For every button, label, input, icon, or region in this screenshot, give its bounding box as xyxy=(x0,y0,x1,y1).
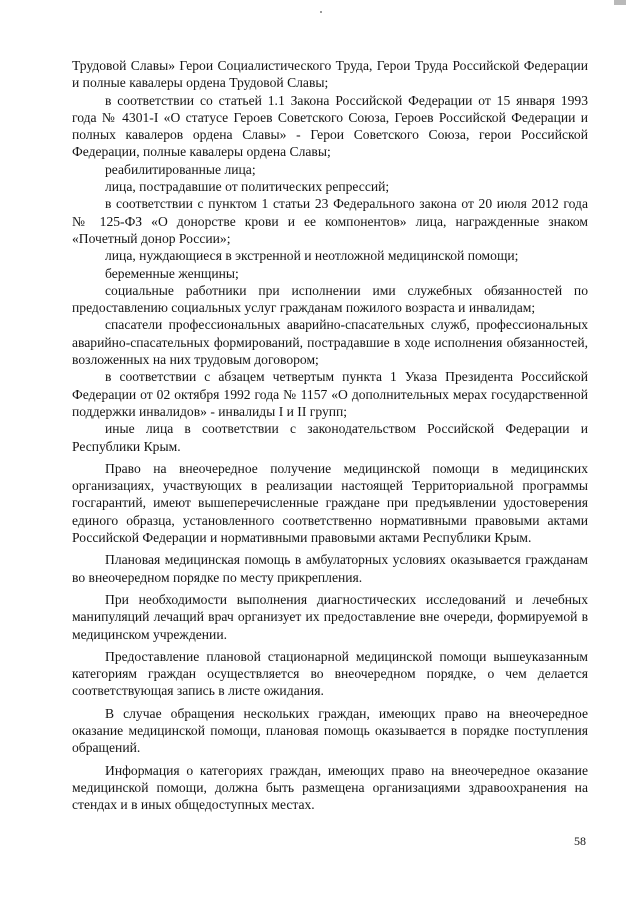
paragraph-political-repression: лица, пострадавшие от политических репрессий; xyxy=(105,179,390,195)
document-body xyxy=(72,57,588,813)
scan-corner-mark xyxy=(614,0,626,5)
paragraph-continuation: Трудовой Славы» Герои Социалистического Труда, Герои Труда Российской Федерации и полные кавалеры ордена Трудовой Славы; xyxy=(72,58,588,91)
paragraph-pregnant-women: беременные женщины; xyxy=(105,265,239,281)
paragraph-honorary-donor: в соответствии с пунктом 1 статьи 23 Федерального закона от 20 июля 2012 года № 125-ФЗ «О донорстве крови и ее компонентов» лица, награжденные знаком «Почетный донор России»; xyxy=(72,196,588,246)
paragraph-rehabilitated: реабилитированные лица; xyxy=(105,161,256,177)
paragraph-heroes-soviet-union: в соответствии со статьей 1.1 Закона Российской Федерации от 15 января 1993 года № 4301-I «О статусе Героев Советского Союза, Героев Российской Федерации и полных кавалеров ордена Славы» - Герои Советского Союза, герои Российской Федерации, полные кавалеры ордена Славы; xyxy=(72,92,588,160)
paragraph-priority-right: Право на внеочередное получение медицинской помощи в медицинских организациях, участвующих в реализации настоящей Территориальной программы госгарантий, имеют вышеперечисленные граждане при предъявлении удостоверения единого образца, установленного соответственно нормативными правовыми актами Российской Федерации и нормативными правовыми актами Республики Крым. xyxy=(72,460,588,546)
paragraph-inpatient-care: Предоставление плановой стационарной медицинской помощи вышеуказанным категориям граждан осуществляется во внеочередном порядке, о чем делается соответствующая запись в листе ожидания. xyxy=(72,648,588,699)
paragraph-outpatient-care: Плановая медицинская помощь в амбулаторных условиях оказывается гражданам во внеочередном порядке по месту прикрепления. xyxy=(72,552,588,585)
paragraph-emergency-care: лица, нуждающиеся в экстренной и неотложной медицинской помощи; xyxy=(105,248,519,264)
paragraph-disabled-persons: в соответствии с абзацем четвертым пункта 1 Указа Президента Российской Федерации от 02 октября 1992 года № 1157 «О дополнительных мерах государственной поддержки инвалидов» - инвалиды I и II групп; xyxy=(72,369,588,419)
paragraph-multiple-requests: В случае обращения нескольких граждан, имеющих право на внеочередное оказание медицинской помощи, плановая помощь оказывается в порядке поступления обращений. xyxy=(72,705,588,756)
page-number: 58 xyxy=(574,834,586,848)
scan-dot-mark xyxy=(320,11,322,13)
paragraph-social-workers: социальные работники при исполнении ими служебных обязанностей по предоставлению социальных услуг гражданам пожилого возраста и инвалидам; xyxy=(72,282,588,316)
paragraph-diagnostics: При необходимости выполнения диагностических исследований и лечебных манипуляций лечащий врач организует их предоставление вне очереди, формируемой в медицинском учреждении. xyxy=(72,591,588,642)
paragraph-information: Информация о категориях граждан, имеющих право на внеочередное оказание медицинской помощи, должна быть размещена организациями здравоохранения на стендах и в иных общедоступных местах. xyxy=(72,762,588,813)
paragraph-other-persons: иные лица в соответствии с законодательством Российской Федерации и Республики Крым. xyxy=(72,421,588,454)
paragraph-rescuers: спасатели профессиональных аварийно-спасательных служб, профессиональных аварийно-спасательных формирований, пострадавшие в ходе исполнения обязанностей, возложенных на них трудовым договором; xyxy=(72,317,588,368)
